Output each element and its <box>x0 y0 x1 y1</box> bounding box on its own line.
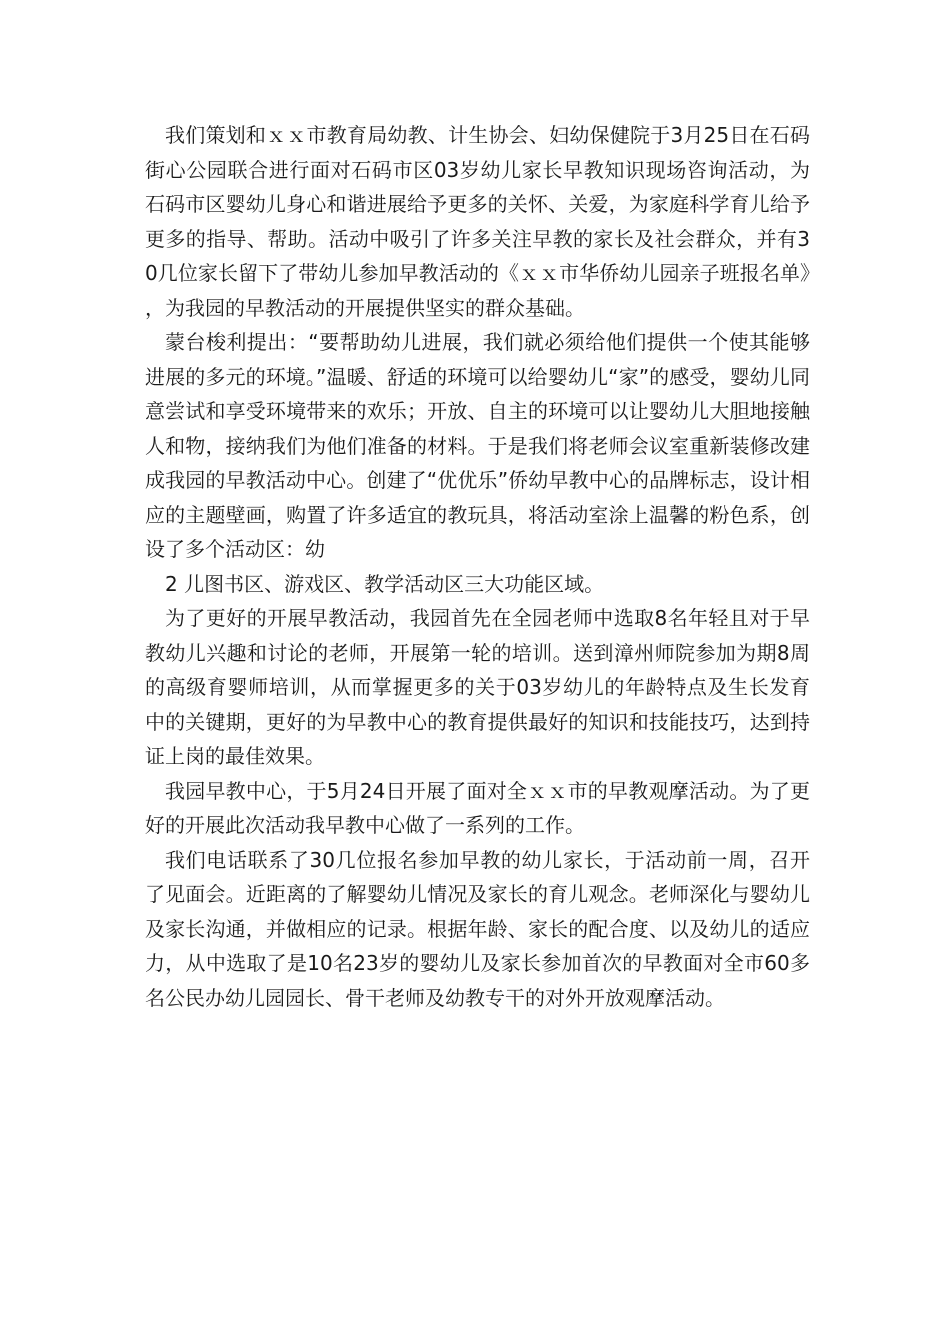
paragraph-6: 我们电话联系了30几位报名参加早教的幼儿家长，于活动前一周，召开了见面会。近距离的了解婴幼儿情况及家长的育儿观念。老师深化与婴幼儿及家长沟通，并做相应的记录。根据年龄、家长的配合度、以及幼儿的适应力，从中选取了是10名23岁的婴幼儿及家长参加首次的早教面对全市60多名公民办幼儿园园长、骨干老师及幼教专干的对外开放观摩活动。 <box>145 847 810 1010</box>
paragraph-2: 蒙台梭利提出：“要帮助幼儿进展，我们就必须给他们提供一个使其能够进展的多元的环境。”温暖、舒适的环境可以给婴幼儿“家”的感受，婴幼儿同意尝试和享受环境带来的欢乐；开放、自主的环境可以让婴幼儿大胆地接触人和物，接纳我们为他们准备的材料。于是我们将老师会议室重新装修改建成我园的早教活动中心。创建了“优优乐”侨幼早教中心的品牌标志，设计相应的主题壁画，购置了许多适宜的教玩具，将活动室涂上温馨的粉色系，创设了多个活动区：幼 <box>145 330 810 561</box>
paragraph-1: 我们策划和ｘｘ市教育局幼教、计生协会、妇幼保健院于3月25日在石码街心公园联合进行面对石码市区03岁幼儿家长早教知识现场咨询活动，为石码市区婴幼儿身心和谐进展给予更多的关怀、关爱，为家庭科学育儿给予更多的指导、帮助。活动中吸引了许多关注早教的家长及社会群众，并有30几位家长留下了带幼儿参加早教活动的《ｘｘ市华侨幼儿园亲子班报名单》，为我园的早教活动的开展提供坚实的群众基础。 <box>145 123 810 320</box>
document-body <box>145 118 810 1015</box>
paragraph-3: 2 儿图书区、游戏区、教学活动区三大功能区域。 <box>165 571 605 596</box>
paragraph-5: 我园早教中心，于5月24日开展了面对全ｘｘ市的早教观摩活动。为了更好的开展此次活动我早教中心做了一系列的工作。 <box>145 778 810 837</box>
paragraph-4: 为了更好的开展早教活动，我园首先在全园老师中选取8名年轻且对于早教幼儿兴趣和讨论的老师，开展第一轮的培训。送到漳州师院参加为期8周的高级育婴师培训，从而掌握更多的关于03岁幼儿的年龄特点及生长发育中的关键期，更好的为早教中心的教育提供最好的知识和技能技巧，达到持证上岗的最佳效果。 <box>145 606 810 768</box>
